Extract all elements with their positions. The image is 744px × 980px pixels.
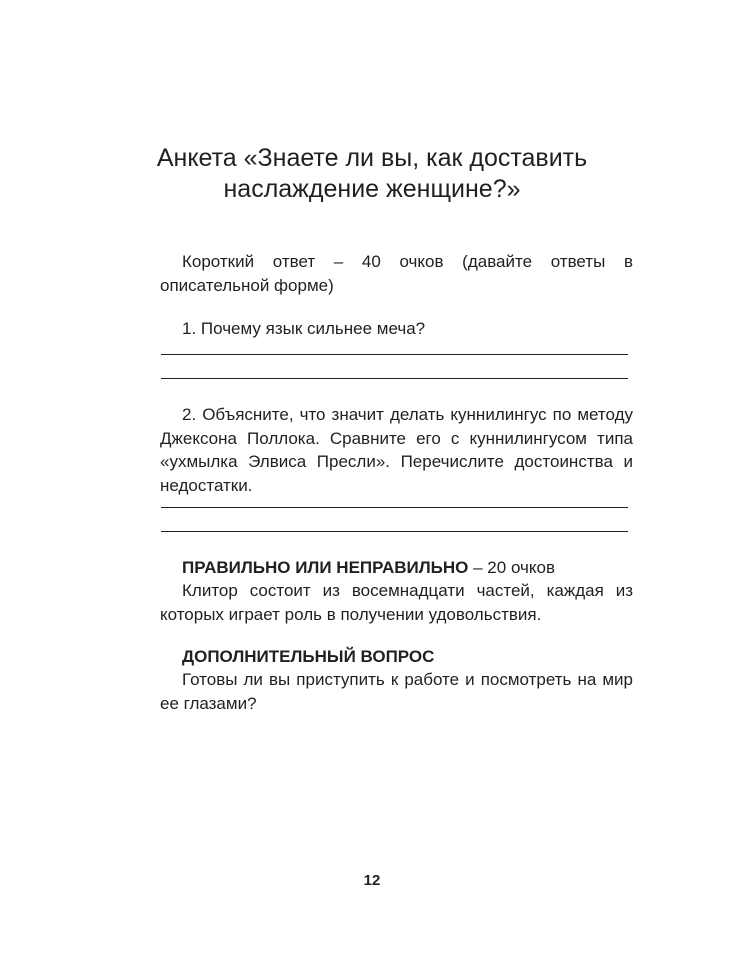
question-2: 2. Объясните, что значит делать куннилингус по методу Джексона Поллока. Сравните его с куннилингусом типа «ухмылка Элвиса Пресли». Перечислите достоинства и недостатки. [160, 405, 633, 495]
page-title [100, 143, 644, 205]
bonus-heading-line [182, 645, 434, 668]
true-false-text: Клитор состоит из восемнадцати частей, каждая из которых играет роль в получении удовольствия. [160, 581, 633, 624]
short-answer-intro: Короткий ответ – 40 очков (давайте ответы в описательной форме) [160, 252, 633, 295]
answer-line-2 [161, 378, 628, 379]
page-number: 12 [363, 872, 381, 889]
answer-line-4 [161, 531, 628, 532]
page-title-line-1: Анкета «Знаете ли вы, как доставить [156, 144, 588, 172]
true-false-heading-line [182, 556, 555, 579]
true-false-points: – 20 очков [468, 558, 555, 577]
true-false-heading: ПРАВИЛЬНО ИЛИ НЕПРАВИЛЬНО [182, 558, 469, 577]
answer-line-3 [161, 507, 628, 508]
page-title-line-2: наслаждение женщине?» [223, 175, 521, 203]
bonus-text: Готовы ли вы приступить к работе и посмотреть на мир ее глазами? [160, 670, 633, 713]
answer-line-1 [161, 354, 628, 355]
question-1: 1. Почему язык сильнее меча? [182, 319, 426, 338]
bonus-heading: ДОПОЛНИТЕЛЬНЫЙ ВОПРОС [182, 647, 435, 666]
